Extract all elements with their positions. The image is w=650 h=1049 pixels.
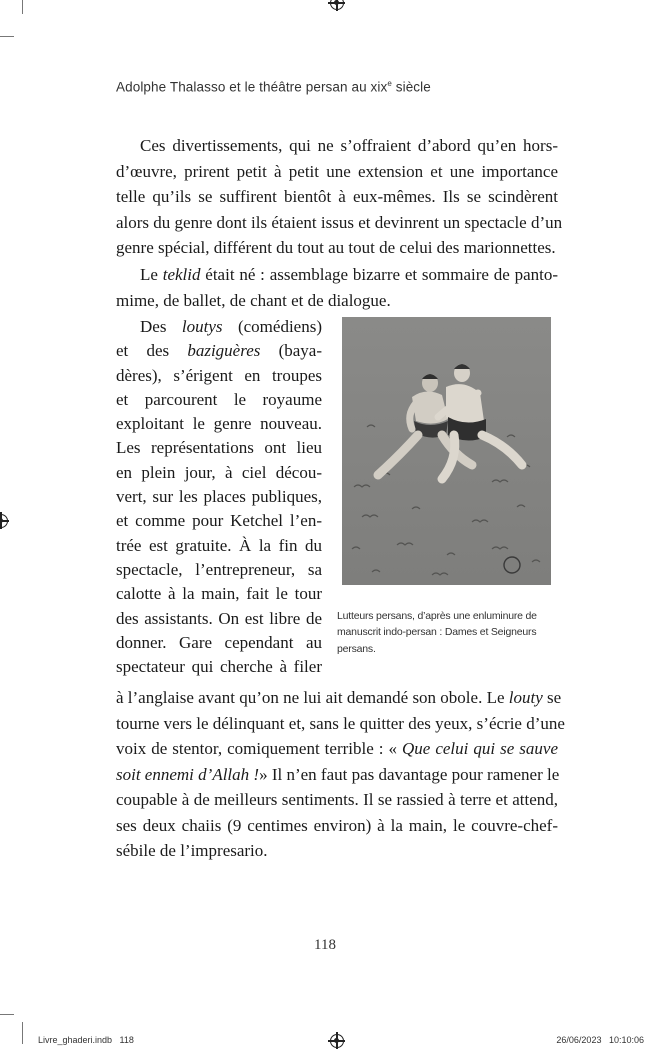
italic-term: louty bbox=[508, 688, 543, 707]
text-run: Le bbox=[140, 265, 163, 284]
running-head-suffix: siècle bbox=[391, 79, 431, 95]
registration-mark-left bbox=[0, 514, 8, 528]
text-line: et comme pour Ketchel l’en- bbox=[116, 511, 322, 531]
paragraph-teklid bbox=[116, 262, 558, 313]
paragraph-loutys-continued bbox=[116, 685, 565, 864]
text-line: Ces divertissements, qui ne s’offraient d’abord qu’en hors- bbox=[140, 136, 558, 155]
caption-line: manuscrit indo-persan : Dames et Seigneurs bbox=[337, 626, 537, 639]
text-line: Les représentations ont lieu bbox=[116, 438, 322, 458]
slug-timestamp: 26/06/2023 10:10:06 bbox=[556, 1035, 644, 1045]
paragraph-loutys-column bbox=[116, 315, 322, 679]
text-line bbox=[116, 736, 558, 762]
caption-line: Lutteurs persans, d’après une enluminure de bbox=[337, 610, 537, 622]
caption-line: persans. bbox=[337, 642, 376, 655]
text-line: tourne vers le délinquant et, sans le quitter des yeux, s’écrie d’une bbox=[116, 713, 565, 733]
page-number: 118 bbox=[314, 937, 336, 953]
text-line bbox=[116, 315, 322, 339]
slug-filename: Livre_ghaderi.indb 118 bbox=[38, 1035, 134, 1045]
text-line: coupable à de meilleurs sentiments. Il se rassied à terre et attend, bbox=[116, 790, 558, 809]
italic-quote: soit ennemi d’Allah ! bbox=[116, 764, 260, 784]
text-line: trée est gratuite. À la fin du bbox=[116, 535, 322, 555]
text-run: voix de stentor, comiquement terrible : « bbox=[116, 739, 403, 758]
text-run: était né : assemblage bizarre et sommaire de panto- bbox=[200, 265, 558, 284]
text-line: des assistants. On est libre de bbox=[116, 608, 322, 628]
text-run: se bbox=[542, 688, 562, 707]
text-line bbox=[116, 262, 558, 288]
text-run: à l’anglaise avant qu’on ne lui ait demandé son obole. Le bbox=[116, 688, 509, 707]
italic-term: baziguères bbox=[187, 341, 261, 361]
text-line: telle qu’ils se suffirent bientôt à eux-mêmes. Ils se scindèrent bbox=[116, 187, 558, 206]
text-line bbox=[116, 685, 562, 711]
text-line bbox=[116, 339, 322, 363]
text-run: Des bbox=[140, 317, 182, 336]
paragraph-divertissements bbox=[116, 133, 563, 261]
crop-mark-bottom-left-h bbox=[0, 1014, 14, 1015]
wrestlers-illustration bbox=[342, 317, 551, 585]
running-head bbox=[116, 79, 431, 95]
text-run: (baya- bbox=[260, 341, 322, 361]
crop-mark-bottom-left bbox=[22, 1022, 23, 1044]
text-line: mime, de ballet, de chant et de dialogue. bbox=[116, 290, 391, 310]
running-head-title: Adolphe Thalasso et le théâtre persan au xix bbox=[116, 79, 388, 95]
text-run: » Il n’en faut pas davantage pour ramener le bbox=[259, 764, 560, 784]
registration-mark-bottom bbox=[330, 1034, 344, 1048]
text-line: spectateur qui cherche à filer bbox=[116, 657, 322, 677]
text-line: alors du genre dont ils étaient issus et devinrent un spectacle d’un bbox=[116, 212, 563, 232]
text-line: dères), s’érigent en troupes bbox=[116, 365, 322, 385]
text-line bbox=[116, 762, 558, 788]
text-line: d’œuvre, prirent petit à petit une extension et une importance bbox=[116, 161, 558, 181]
crop-mark-top-left-h bbox=[0, 36, 14, 37]
figure-caption bbox=[337, 608, 557, 657]
text-line: spectacle, l’entrepreneur, sa bbox=[116, 559, 322, 579]
text-line: et parcourent le royaume bbox=[116, 389, 322, 409]
text-run: et des bbox=[116, 341, 188, 361]
text-line: sébile de l’impresario. bbox=[116, 841, 268, 860]
italic-term: loutys bbox=[181, 317, 223, 336]
text-line: vert, sur les places publiques, bbox=[116, 487, 322, 507]
text-line: calotte à la main, fait le tour bbox=[116, 584, 322, 604]
text-line: exploitant le genre nouveau. bbox=[116, 414, 322, 434]
text-line: genre spécial, différent du tout au tout de celui des marionnettes. bbox=[116, 238, 556, 257]
registration-mark-top bbox=[330, 0, 344, 10]
crop-mark-top-left bbox=[22, 0, 23, 14]
text-line: en plein jour, à ciel décou- bbox=[116, 462, 322, 482]
italic-quote: Que celui qui se sauve bbox=[402, 739, 558, 758]
text-run: (comédiens) bbox=[222, 317, 322, 336]
running-head-superscript: e bbox=[387, 79, 392, 88]
wrestlers-image bbox=[342, 317, 551, 585]
italic-term: teklid bbox=[162, 265, 201, 284]
text-line: donner. Gare cependant au bbox=[116, 632, 322, 652]
text-line: ses deux chaiis (9 centimes environ) à la main, le couvre-chef- bbox=[116, 815, 558, 835]
